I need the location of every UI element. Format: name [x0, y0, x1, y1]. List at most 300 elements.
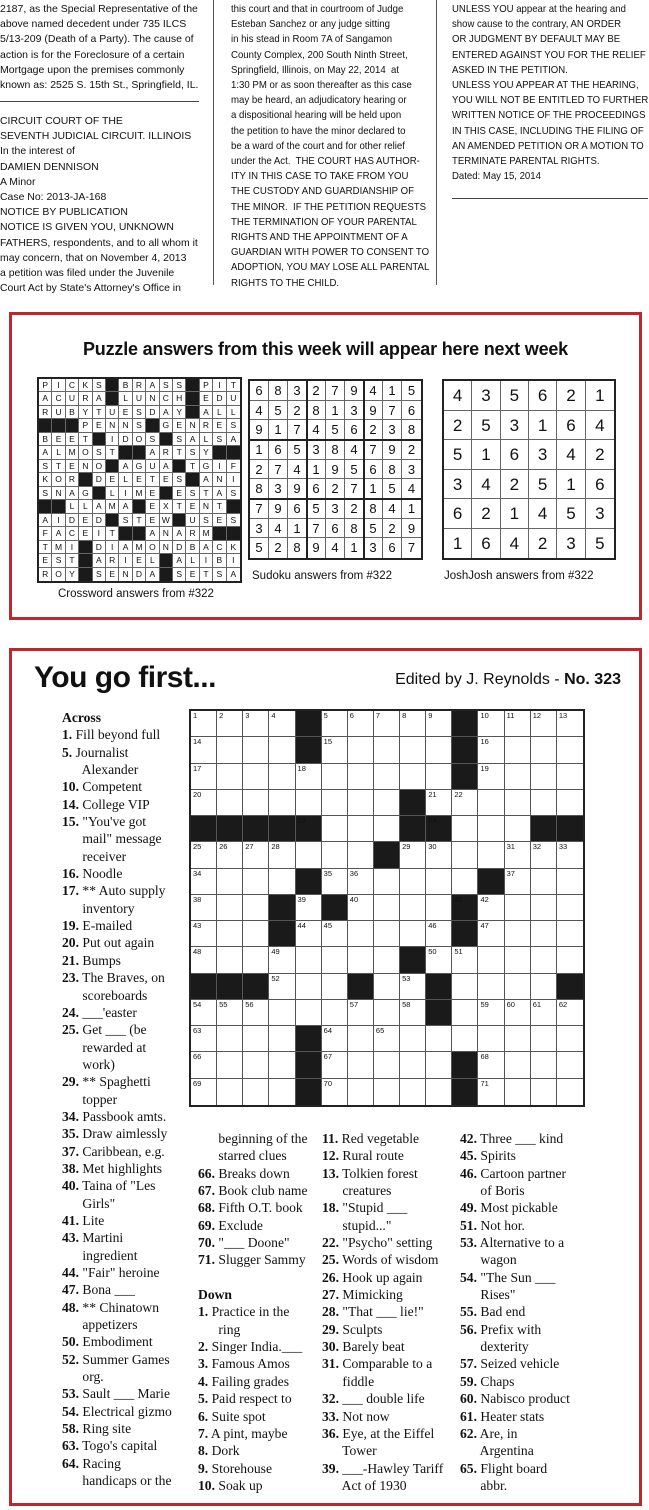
grid-cell[interactable]: [426, 842, 452, 868]
answer-letter: T: [52, 460, 65, 473]
clue-number-label: 15.: [62, 814, 79, 830]
grid-cell[interactable]: [557, 842, 583, 868]
clue: [62, 1264, 172, 1281]
grid-cell[interactable]: [269, 947, 295, 973]
grid-cell[interactable]: [531, 921, 557, 947]
grid-cell[interactable]: [557, 790, 583, 816]
clue: [460, 1477, 570, 1494]
clue: [198, 1165, 308, 1182]
clue-text: ** Chinatown: [79, 1299, 160, 1315]
clue-text: Martini: [79, 1230, 124, 1246]
clue: [198, 1338, 308, 1355]
grid-cell[interactable]: [296, 1000, 322, 1026]
grid-cell[interactable]: [531, 895, 557, 921]
grid-cell[interactable]: [400, 895, 426, 921]
grid-cell[interactable]: [191, 1079, 217, 1105]
grid-cell[interactable]: [348, 711, 374, 737]
clue: [62, 882, 172, 899]
grid-cell[interactable]: [191, 1052, 217, 1078]
grid-cell[interactable]: [217, 764, 243, 790]
grid-cell[interactable]: [243, 1079, 269, 1105]
answer-letter: U: [186, 514, 199, 527]
grid-cell[interactable]: [322, 1000, 348, 1026]
grid-cell[interactable]: [557, 1052, 583, 1078]
grid-cell[interactable]: [217, 1000, 243, 1026]
grid-cell[interactable]: [374, 790, 400, 816]
grid-cell[interactable]: [557, 1026, 583, 1052]
grid-cell[interactable]: [531, 790, 557, 816]
grid-cell[interactable]: [505, 711, 531, 737]
grid-cell[interactable]: [505, 947, 531, 973]
grid-cell[interactable]: [452, 1026, 478, 1052]
grid-cell[interactable]: [269, 790, 295, 816]
clue-text: ring: [198, 1321, 241, 1337]
grid-cell[interactable]: [269, 842, 295, 868]
legal-line: A Minor: [0, 175, 36, 188]
sudoku-digit: 8: [345, 519, 364, 539]
grid-cell[interactable]: [322, 947, 348, 973]
answer-letter: C: [66, 379, 79, 392]
grid-cell[interactable]: [217, 1052, 243, 1078]
grid-cell[interactable]: [348, 764, 374, 790]
grid-cell[interactable]: [296, 947, 322, 973]
answer-letter: A: [66, 487, 79, 500]
grid-cell[interactable]: [348, 737, 374, 763]
black-square: [269, 895, 295, 921]
answer-letter: R: [39, 406, 52, 419]
clue-text: [198, 1270, 201, 1285]
black-square: [400, 816, 426, 842]
answer-letter: A: [200, 406, 213, 419]
grid-cell[interactable]: [243, 1000, 269, 1026]
grid-cell[interactable]: [478, 1026, 504, 1052]
clue: [62, 848, 172, 865]
clue: [62, 1333, 172, 1350]
grid-cell[interactable]: [322, 737, 348, 763]
clue: [62, 1281, 172, 1298]
grid-cell[interactable]: [426, 737, 452, 763]
grid-cell[interactable]: [243, 921, 269, 947]
grid-cell[interactable]: [478, 1052, 504, 1078]
grid-cell[interactable]: [478, 974, 504, 1000]
grid-cell[interactable]: [505, 869, 531, 895]
grid-cell[interactable]: [505, 921, 531, 947]
grid-cell[interactable]: [374, 711, 400, 737]
grid-cell[interactable]: [322, 974, 348, 1000]
grid-cell[interactable]: [400, 737, 426, 763]
grid-cell[interactable]: [269, 764, 295, 790]
clue-text: Exclude: [215, 1217, 263, 1233]
grid-cell[interactable]: [426, 895, 452, 921]
grid-cell[interactable]: [531, 1052, 557, 1078]
grid-cell[interactable]: [322, 711, 348, 737]
grid-cell[interactable]: [505, 1000, 531, 1026]
answer-letter: N: [119, 419, 132, 432]
grid-cell[interactable]: [505, 974, 531, 1000]
clue: [198, 1477, 308, 1494]
clue-text: Failing grades: [208, 1373, 289, 1389]
clue-number-label: 10.: [62, 779, 79, 795]
clue-text: Dork: [208, 1443, 240, 1459]
grid-cell[interactable]: [296, 974, 322, 1000]
grid-cell[interactable]: [322, 764, 348, 790]
clue-number-label: 67.: [198, 1183, 215, 1199]
grid-cell[interactable]: [400, 869, 426, 895]
grid-cell[interactable]: [505, 1052, 531, 1078]
grid-cell[interactable]: [557, 947, 583, 973]
grid-cell[interactable]: [400, 711, 426, 737]
grid-cell[interactable]: [217, 1079, 243, 1105]
grid-cell[interactable]: [296, 895, 322, 921]
grid-cell[interactable]: [217, 1026, 243, 1052]
grid-cell[interactable]: [478, 921, 504, 947]
grid-cell[interactable]: [505, 790, 531, 816]
grid-cell[interactable]: [243, 895, 269, 921]
answer-letter: D: [93, 473, 106, 486]
clue: [62, 1125, 172, 1142]
clue-number-label: 41.: [62, 1212, 79, 1228]
grid-cell[interactable]: [348, 921, 374, 947]
crossword-caption: Crossword answers from #322: [58, 588, 214, 600]
clue-number-label: 59.: [460, 1373, 477, 1389]
answer-letter: T: [79, 433, 92, 446]
grid-cell[interactable]: [348, 869, 374, 895]
grid-cell[interactable]: [531, 1079, 557, 1105]
grid-cell[interactable]: [505, 1026, 531, 1052]
grid-cell[interactable]: [426, 1052, 452, 1078]
grid-cell[interactable]: [400, 921, 426, 947]
grid-cell[interactable]: [348, 842, 374, 868]
grid-cell[interactable]: [557, 895, 583, 921]
clue: [460, 1269, 570, 1286]
grid-cell[interactable]: [322, 790, 348, 816]
clue-number: 36: [349, 868, 359, 878]
grid-cell[interactable]: [478, 737, 504, 763]
clue-text: "The Sun ___: [477, 1269, 556, 1285]
grid-cell[interactable]: [531, 737, 557, 763]
clue-number-label: 61.: [460, 1408, 477, 1424]
grid-cell[interactable]: [269, 711, 295, 737]
grid-cell[interactable]: [348, 947, 374, 973]
grid-cell[interactable]: [348, 816, 374, 842]
grid-cell[interactable]: [191, 1000, 217, 1026]
grid-cell[interactable]: [348, 1026, 374, 1052]
grid-cell[interactable]: [374, 816, 400, 842]
grid-cell[interactable]: [191, 947, 217, 973]
clue-text: Bumps: [79, 952, 121, 968]
grid-cell[interactable]: [478, 790, 504, 816]
grid-cell[interactable]: [374, 921, 400, 947]
grid-cell[interactable]: [217, 869, 243, 895]
clue: [322, 1269, 443, 1286]
black-cell: [186, 406, 199, 419]
grid-cell[interactable]: [557, 764, 583, 790]
crossword-grid[interactable]: [189, 709, 585, 1107]
grid-cell[interactable]: [374, 764, 400, 790]
grid-cell[interactable]: [269, 974, 295, 1000]
grid-cell[interactable]: [269, 737, 295, 763]
grid-cell[interactable]: [400, 842, 426, 868]
clue-number: 37: [506, 868, 515, 878]
grid-cell[interactable]: [217, 947, 243, 973]
grid-cell[interactable]: [269, 1000, 295, 1026]
grid-cell[interactable]: [348, 790, 374, 816]
grid-cell[interactable]: [191, 1026, 217, 1052]
clue: [460, 1390, 570, 1407]
clue: [460, 1408, 570, 1425]
clue-text: Act of 1930: [322, 1477, 407, 1493]
sudoku-digit: 5: [345, 460, 364, 480]
sudoku-box-line: [363, 381, 365, 558]
grid-cell[interactable]: [557, 1000, 583, 1026]
sudoku-digit: 3: [326, 499, 345, 519]
clue: [460, 1425, 570, 1442]
grid-cell[interactable]: [374, 869, 400, 895]
legal-line: In the interest of: [0, 145, 75, 158]
grid-cell[interactable]: [269, 869, 295, 895]
grid-cell[interactable]: [505, 1079, 531, 1105]
grid-cell[interactable]: [400, 974, 426, 1000]
answer-letter: A: [119, 500, 132, 513]
answer-letter: Y: [66, 568, 79, 581]
sudoku-digit: 7: [364, 440, 383, 460]
grid-cell[interactable]: [531, 974, 557, 1000]
grid-cell[interactable]: [452, 842, 478, 868]
grid-cell[interactable]: [426, 921, 452, 947]
sudoku-digit: 9: [269, 499, 288, 519]
grid-cell[interactable]: [374, 1026, 400, 1052]
grid-cell[interactable]: [426, 1079, 452, 1105]
grid-cell[interactable]: [217, 842, 243, 868]
grid-cell[interactable]: [243, 842, 269, 868]
clue: [198, 1442, 308, 1459]
grid-cell[interactable]: [374, 974, 400, 1000]
clue-text: The Braves, on: [79, 970, 165, 986]
answer-letter: I: [106, 541, 119, 554]
joshjosh-digit: 3: [586, 499, 614, 529]
grid-cell[interactable]: [557, 711, 583, 737]
grid-cell[interactable]: [374, 1000, 400, 1026]
grid-cell[interactable]: [478, 895, 504, 921]
grid-cell[interactable]: [478, 842, 504, 868]
grid-cell[interactable]: [348, 1000, 374, 1026]
grid-cell[interactable]: [478, 947, 504, 973]
answer-letter: N: [52, 487, 65, 500]
sudoku-digit: 7: [407, 540, 416, 556]
answer-letter: T: [173, 500, 186, 513]
clue-text: Competent: [79, 779, 143, 795]
grid-cell[interactable]: [191, 921, 217, 947]
grid-cell[interactable]: [478, 1000, 504, 1026]
grid-cell[interactable]: [531, 947, 557, 973]
grid-cell[interactable]: [557, 1079, 583, 1105]
grid-cell[interactable]: [452, 790, 478, 816]
grid-cell[interactable]: [191, 790, 217, 816]
grid-cell[interactable]: [322, 1026, 348, 1052]
grid-cell[interactable]: [322, 816, 348, 842]
clue: [62, 1247, 172, 1264]
grid-cell[interactable]: [426, 869, 452, 895]
grid-cell[interactable]: [557, 869, 583, 895]
joshjosh-digit: 6: [586, 470, 614, 500]
grid-cell[interactable]: [478, 816, 504, 842]
answer-letter: I: [93, 527, 106, 540]
grid-cell[interactable]: [505, 737, 531, 763]
grid-cell[interactable]: [531, 1026, 557, 1052]
grid-cell[interactable]: [531, 764, 557, 790]
legal-divider: [452, 198, 648, 199]
grid-cell[interactable]: [478, 764, 504, 790]
grid-cell[interactable]: [243, 1026, 269, 1052]
grid-cell[interactable]: [452, 816, 478, 842]
grid-cell[interactable]: [322, 842, 348, 868]
grid-cell[interactable]: [243, 764, 269, 790]
answer-letter: I: [213, 379, 226, 392]
clue-text: "___ Doone": [215, 1235, 290, 1251]
grid-cell[interactable]: [505, 842, 531, 868]
clue-text: Argentina: [460, 1443, 534, 1459]
legal-line: Springfield, Illinois, on May 22, 2014 at: [231, 63, 400, 76]
grid-cell[interactable]: [557, 737, 583, 763]
grid-cell[interactable]: [348, 1052, 374, 1078]
grid-cell[interactable]: [557, 921, 583, 947]
clue-text: Cartoon partner: [477, 1165, 567, 1181]
grid-cell[interactable]: [374, 895, 400, 921]
grid-cell[interactable]: [217, 711, 243, 737]
grid-cell[interactable]: [400, 764, 426, 790]
sudoku-digit: 5: [326, 420, 345, 440]
grid-cell[interactable]: [400, 1079, 426, 1105]
answer-letter: L: [227, 406, 240, 419]
grid-cell[interactable]: [400, 1026, 426, 1052]
clue-number-label: 39.: [322, 1460, 339, 1476]
grid-cell[interactable]: [243, 711, 269, 737]
grid-cell[interactable]: [243, 737, 269, 763]
sudoku-digit: 3: [383, 420, 402, 440]
grid-cell[interactable]: [191, 869, 217, 895]
grid-cell[interactable]: [426, 1026, 452, 1052]
grid-cell[interactable]: [374, 1079, 400, 1105]
sudoku-digit: 7: [326, 381, 345, 401]
clue-number-label: 63.: [62, 1438, 79, 1454]
clue-text: Tower: [322, 1443, 377, 1459]
answer-letter: B: [39, 433, 52, 446]
clue: [62, 796, 172, 813]
clue-number-label: 4.: [198, 1373, 209, 1389]
grid-cell[interactable]: [348, 1079, 374, 1105]
grid-cell[interactable]: [505, 816, 531, 842]
grid-cell[interactable]: [400, 1000, 426, 1026]
grid-cell[interactable]: [452, 1000, 478, 1026]
grid-cell[interactable]: [191, 764, 217, 790]
grid-cell[interactable]: [374, 947, 400, 973]
grid-cell[interactable]: [478, 1079, 504, 1105]
grid-cell[interactable]: [296, 842, 322, 868]
grid-cell[interactable]: [191, 737, 217, 763]
answer-letter: L: [79, 500, 92, 513]
grid-cell[interactable]: [452, 869, 478, 895]
answer-letter: L: [66, 500, 79, 513]
clue-text: Sault ___ Marie: [79, 1386, 170, 1402]
grid-cell[interactable]: [374, 737, 400, 763]
grid-cell[interactable]: [269, 1052, 295, 1078]
grid-cell[interactable]: [217, 737, 243, 763]
grid-cell[interactable]: [269, 1026, 295, 1052]
grid-cell[interactable]: [452, 947, 478, 973]
legal-line: under the Act. THE COURT HAS AUTHOR-: [231, 155, 420, 168]
sudoku-caption: Sudoku answers from #322: [252, 570, 392, 582]
grid-cell[interactable]: [531, 842, 557, 868]
grid-cell[interactable]: [322, 1079, 348, 1105]
grid-cell[interactable]: [400, 1052, 426, 1078]
editor-credit: [395, 671, 621, 689]
black-square: [243, 816, 269, 842]
joshjosh-answers-grid: [442, 379, 616, 560]
grid-cell[interactable]: [243, 869, 269, 895]
grid-cell[interactable]: [217, 895, 243, 921]
grid-cell[interactable]: [426, 711, 452, 737]
grid-cell[interactable]: [452, 974, 478, 1000]
clue-number-label: 18.: [322, 1200, 339, 1216]
grid-cell[interactable]: [531, 711, 557, 737]
grid-cell[interactable]: [505, 895, 531, 921]
grid-cell[interactable]: [296, 764, 322, 790]
grid-cell[interactable]: [322, 869, 348, 895]
grid-cell[interactable]: [269, 1079, 295, 1105]
grid-cell[interactable]: [191, 842, 217, 868]
grid-cell[interactable]: [348, 895, 374, 921]
clue-number-label: 44.: [62, 1265, 79, 1280]
clue-number-label: 9.: [198, 1460, 209, 1476]
grid-cell[interactable]: [374, 1052, 400, 1078]
sudoku-digit: 9: [345, 381, 364, 401]
grid-cell[interactable]: [191, 711, 217, 737]
clue-number: 53: [402, 973, 411, 983]
grid-cell[interactable]: [426, 947, 452, 973]
grid-cell[interactable]: [243, 790, 269, 816]
grid-cell[interactable]: [296, 921, 322, 947]
clue-heading: Down: [198, 1287, 232, 1303]
clue-text: scoreboards: [62, 987, 148, 1003]
grid-cell[interactable]: [243, 1052, 269, 1078]
clue-text: Alternative to a: [477, 1235, 565, 1251]
grid-cell[interactable]: [243, 947, 269, 973]
legal-line: GUARDIAN WITH POWER TO CONSENT TO: [231, 246, 430, 259]
clue: [460, 1355, 570, 1372]
sudoku-digit: 7: [307, 519, 326, 539]
clue: [322, 1425, 443, 1442]
grid-cell[interactable]: [505, 764, 531, 790]
grid-cell[interactable]: [322, 921, 348, 947]
black-cell: [133, 500, 146, 513]
answer-letter: A: [93, 392, 106, 405]
grid-cell[interactable]: [478, 711, 504, 737]
grid-cell[interactable]: [426, 790, 452, 816]
grid-cell[interactable]: [217, 790, 243, 816]
grid-cell[interactable]: [322, 1052, 348, 1078]
grid-cell[interactable]: [426, 764, 452, 790]
clue: [322, 1321, 443, 1338]
grid-cell[interactable]: [531, 869, 557, 895]
grid-cell[interactable]: [191, 895, 217, 921]
grid-cell[interactable]: [217, 921, 243, 947]
black-cell: [79, 473, 92, 486]
answer-letter: R: [66, 473, 79, 486]
black-square: [296, 869, 322, 895]
grid-cell[interactable]: [296, 790, 322, 816]
clue-text: Fifth O.T. book: [215, 1200, 303, 1216]
grid-cell[interactable]: [531, 1000, 557, 1026]
